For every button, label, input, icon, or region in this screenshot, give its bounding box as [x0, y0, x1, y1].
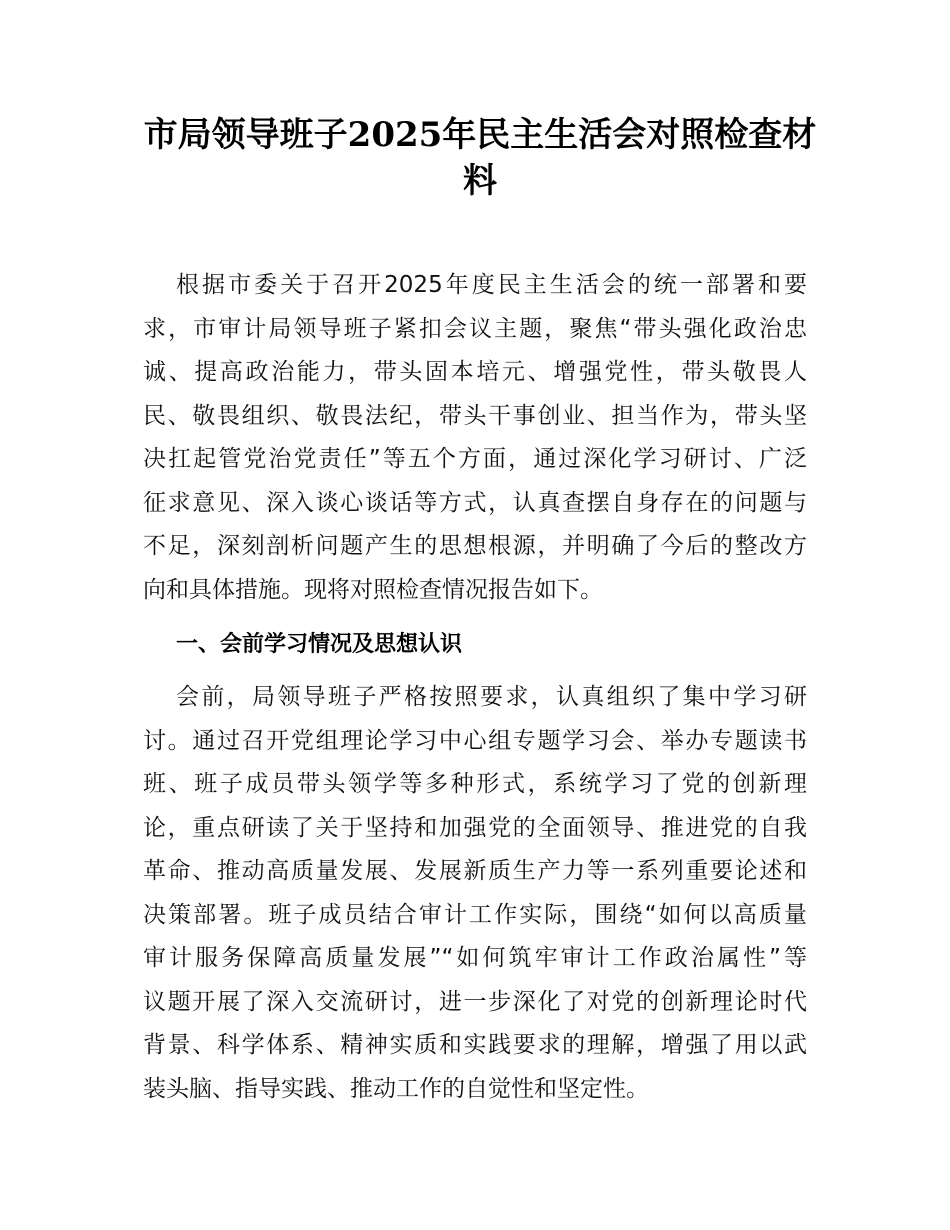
paragraph-line: 议题开展了深入交流研讨，进一步深化了对党的创新理论时代 [143, 988, 807, 1015]
section-1-paragraph [143, 676, 807, 1111]
paragraph-line: 决策部署。班子成员结合审计工作实际，围绕“如何以高质量 [143, 901, 807, 928]
paragraph-line: 向和具体措施。现将对照检查情况报告如下。 [143, 576, 603, 603]
paragraph-line: 决扛起管党治党责任”等五个方面，通过深化学习研讨、广泛 [143, 446, 807, 472]
paragraph-line: 求，市审计局领导班子紧扣会议主题，聚焦“带头强化政治忠 [143, 315, 807, 342]
paragraph-line: 革命、推动高质量发展、发展新质生产力等一系列重要论述和 [143, 858, 807, 884]
section-heading-1: 一、会前学习情况及思想认识 [176, 632, 463, 657]
paragraph-line: 不足，深刻剖析问题产生的思想根源，并明确了今后的整改方 [143, 533, 807, 559]
paragraph-line: 装头脑、指导实践、推动工作的自觉性和坚定性。 [143, 1075, 649, 1102]
document-title [140, 112, 820, 204]
paragraph-line: 班、班子成员带头领学等多种形式，系统学习了党的创新理 [143, 771, 807, 797]
paragraph-line: 背景、科学体系、精神实质和实践要求的理解，增强了用以武 [143, 1032, 807, 1058]
paragraph-line: 诚、提高政治能力，带头固本培元、增强党性，带头敬畏人 [143, 359, 807, 385]
paragraph-line: 民、敬畏组织、敬畏法纪，带头干事创业、担当作为，带头坚 [143, 402, 807, 429]
title-line-2: 料 [463, 161, 497, 201]
paragraph-line: 征求意见、深入谈心谈话等方式，认真查摆自身存在的问题与 [143, 489, 807, 516]
paragraph-line: 审计服务保障高质量发展”“如何筑牢审计工作政治属性”等 [143, 945, 807, 971]
paragraph-line: 根据市委关于召开2025年度民主生活会的统一部署和要 [176, 272, 807, 298]
paragraph-line: 会前，局领导班子严格按照要求，认真组织了集中学习研 [176, 684, 807, 710]
intro-paragraph [143, 264, 807, 612]
paragraph-line: 论，重点研读了关于坚持和加强党的全面领导、推进党的自我 [143, 814, 807, 841]
title-line-1: 市局领导班子2025年民主生活会对照检查材 [143, 115, 817, 155]
paragraph-line: 讨。通过召开党组理论学习中心组专题学习会、举办专题读书 [143, 727, 807, 754]
